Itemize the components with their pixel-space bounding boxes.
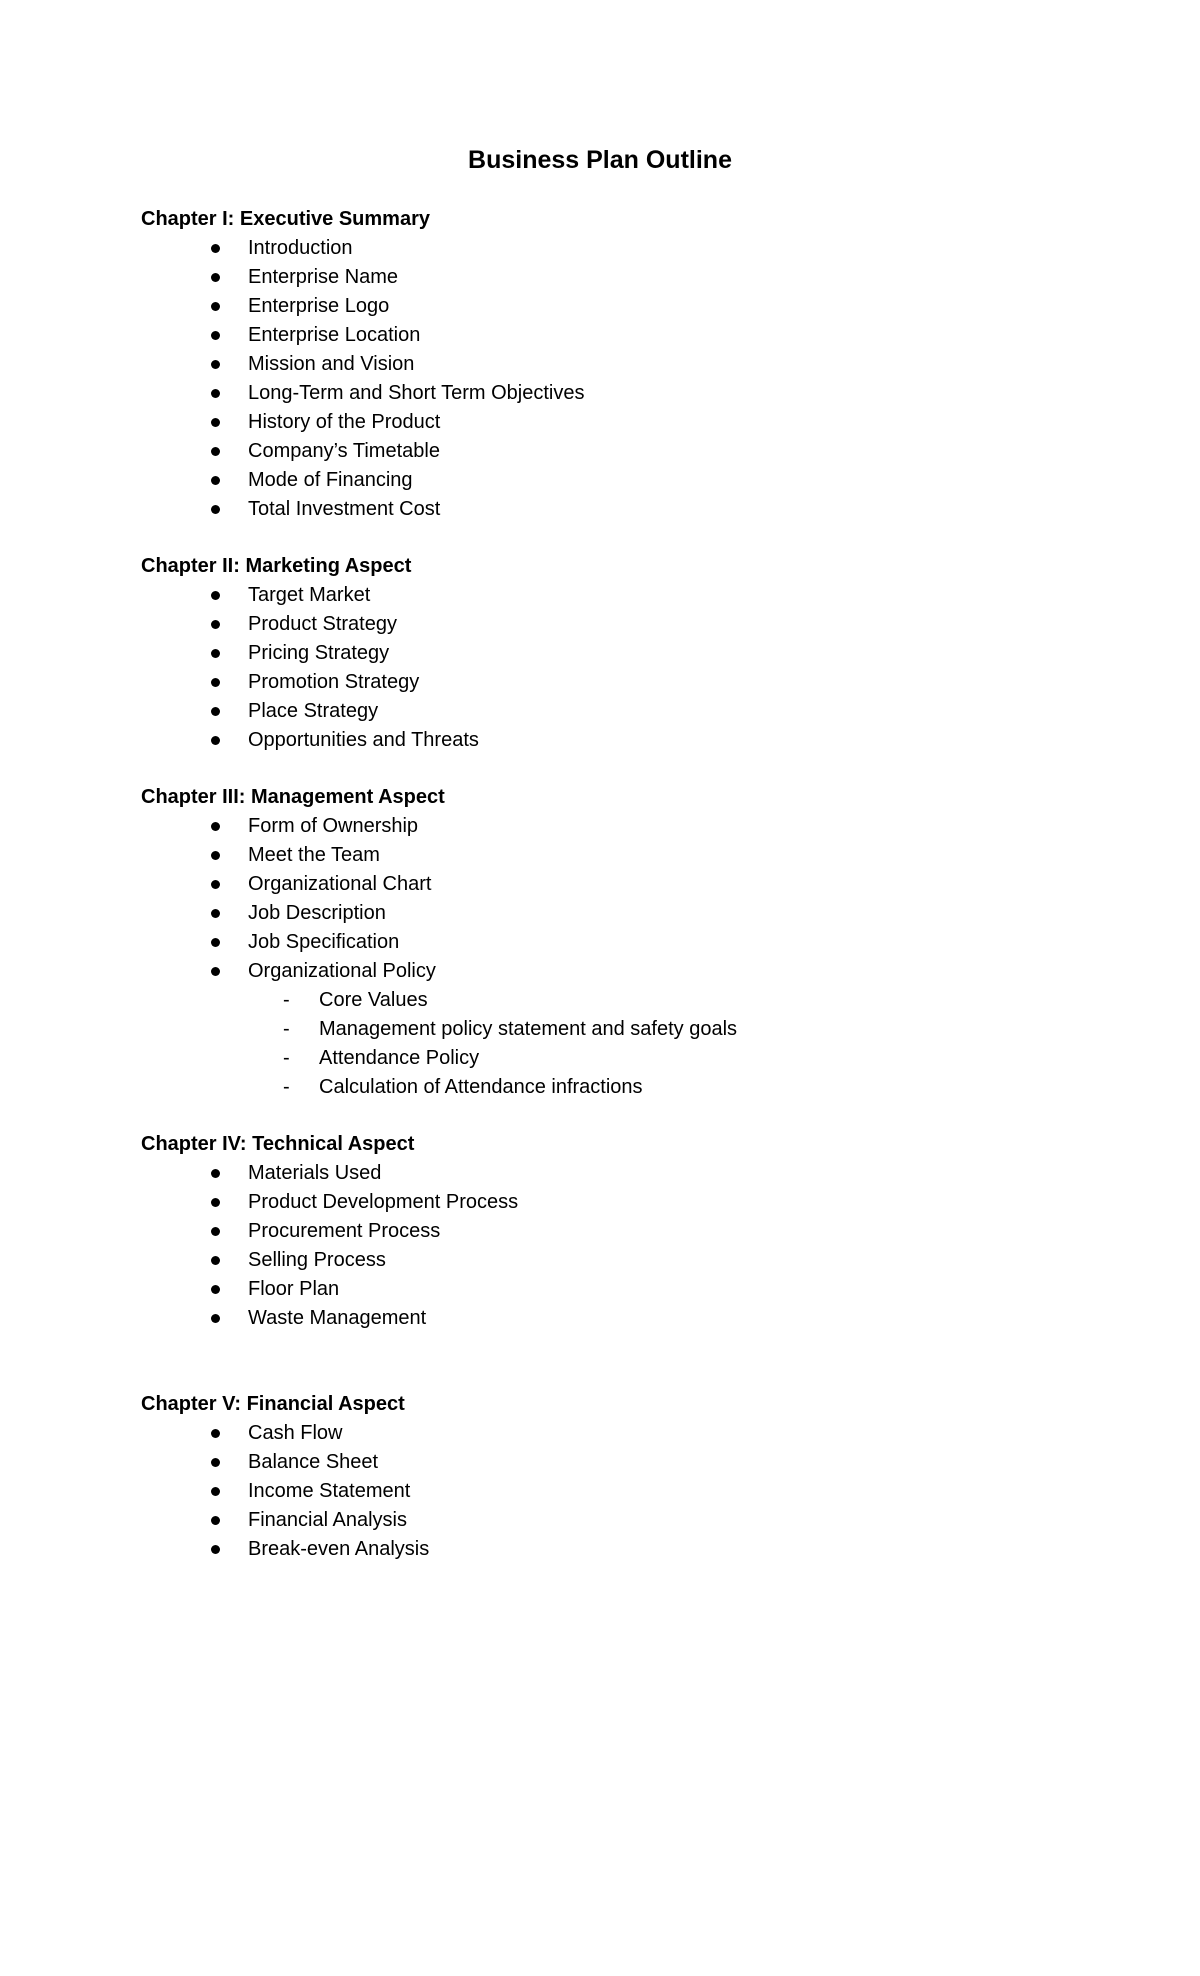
chapter-executive-summary [141,205,1141,524]
chapter-technical-aspect [141,1130,1141,1333]
chapter-heading: Chapter I: Executive Summary [141,208,430,230]
bullet-icon [211,1169,220,1178]
bullet-icon [211,244,220,253]
list-item-text: Cash Flow [248,1422,343,1444]
list-item [141,668,1141,697]
bullet-icon [211,1198,220,1207]
chapter-heading: Chapter V: Financial Aspect [141,1393,405,1415]
list-item-text: Long-Term and Short Term Objectives [248,382,585,404]
list-item-text: Job Specification [248,931,400,953]
bullet-icon [211,1285,220,1294]
list-item-text: Financial Analysis [248,1509,407,1531]
list-item [141,899,1141,928]
list-item-text: Product Strategy [248,613,397,635]
list-item-text: Meet the Team [248,844,380,866]
bullet-icon [211,938,220,947]
bullet-icon [211,1429,220,1438]
bullet-icon [211,880,220,889]
list-item [141,292,1141,321]
sub-list-item [141,1044,1141,1073]
list-item-text: Form of Ownership [248,815,419,837]
sub-list-item-text: Attendance Policy [319,1047,480,1069]
chapter-marketing-aspect [141,552,1141,755]
dash-icon: - [283,989,290,1011]
list-item-text: History of the Product [248,411,441,433]
bullet-icon [211,736,220,745]
bullet-icon [211,505,220,514]
list-item [141,841,1141,870]
dash-icon: - [283,1076,290,1098]
bullet-icon [211,418,220,427]
bullet-icon [211,851,220,860]
chapter-heading: Chapter III: Management Aspect [141,786,445,808]
list-item-text: Break-even Analysis [248,1538,430,1560]
list-item-text: Target Market [248,584,371,606]
list-item [141,928,1141,957]
bullet-icon [211,1314,220,1323]
bullet-icon [211,649,220,658]
list-item [141,1535,1141,1564]
list-item [141,1477,1141,1506]
list-item [141,234,1141,263]
bullet-icon [211,1516,220,1525]
list-item-text: Materials Used [248,1162,382,1184]
list-item [141,1448,1141,1477]
list-item-text: Enterprise Logo [248,295,390,317]
list-item [141,408,1141,437]
list-item-text: Organizational Chart [248,873,432,895]
list-item [141,1246,1141,1275]
list-item [141,1188,1141,1217]
chapter-heading: Chapter II: Marketing Aspect [141,555,412,577]
list-item [141,379,1141,408]
list-item-text: Income Statement [248,1480,411,1502]
list-item [141,437,1141,466]
list-item [141,610,1141,639]
sub-list-item [141,986,1141,1015]
list-item-text: Floor Plan [248,1278,340,1300]
sub-list-item-text: Calculation of Attendance infractions [319,1076,643,1098]
bullet-icon [211,1256,220,1265]
bullet-icon [211,273,220,282]
list-item-text: Organizational Policy [248,960,436,982]
list-item [141,1419,1141,1448]
list-item-text: Place Strategy [248,700,379,722]
list-item-text: Total Investment Cost [248,498,441,520]
list-item-text: Pricing Strategy [248,642,390,664]
list-item-text: Company’s Timetable [248,440,440,462]
list-item [141,812,1141,841]
bullet-icon [211,1227,220,1236]
list-item-text: Opportunities and Threats [248,729,479,751]
bullet-icon [211,389,220,398]
bullet-icon [211,1545,220,1554]
list-item [141,581,1141,610]
bullet-icon [211,331,220,340]
list-item [141,321,1141,350]
bullet-icon [211,1487,220,1496]
list-item-text: Procurement Process [248,1220,441,1242]
bullet-icon [211,302,220,311]
bullet-icon [211,678,220,687]
list-item-text: Mission and Vision [248,353,415,375]
bullet-icon [211,620,220,629]
list-item [141,1304,1141,1333]
bullet-icon [211,1458,220,1467]
chapter-management-aspect [141,783,1141,1102]
list-item [141,1506,1141,1535]
list-item-text: Product Development Process [248,1191,519,1213]
list-item-text: Waste Management [248,1307,427,1329]
list-item [141,870,1141,899]
sub-list-item-text: Management policy statement and safety goals [319,1018,738,1040]
list-item-text: Job Description [248,902,386,924]
chapter-financial-aspect [141,1390,1141,1564]
list-item [141,466,1141,495]
list-item-text: Balance Sheet [248,1451,379,1473]
list-item [141,697,1141,726]
list-item [141,1275,1141,1304]
sub-list-item [141,1015,1141,1044]
bullet-icon [211,707,220,716]
bullet-icon [211,447,220,456]
bullet-icon [211,476,220,485]
dash-icon: - [283,1047,290,1069]
list-item-text: Enterprise Location [248,324,421,346]
list-item-text: Enterprise Name [248,266,399,288]
bullet-icon [211,591,220,600]
list-item [141,1159,1141,1188]
list-item-text: Selling Process [248,1249,386,1271]
chapter-heading: Chapter IV: Technical Aspect [141,1133,415,1155]
list-item [141,495,1141,524]
list-item [141,639,1141,668]
list-item-text: Promotion Strategy [248,671,420,693]
bullet-icon [211,822,220,831]
dash-icon: - [283,1018,290,1040]
sub-list-item-text: Core Values [319,989,428,1011]
list-item [141,350,1141,379]
bullet-icon [211,360,220,369]
list-item [141,263,1141,292]
bullet-icon [211,909,220,918]
list-item [141,726,1141,755]
list-item [141,1217,1141,1246]
list-item [141,957,1141,986]
bullet-icon [211,967,220,976]
list-item-text: Mode of Financing [248,469,413,491]
list-item-text: Introduction [248,237,353,259]
sub-list-item [141,1073,1141,1102]
document-title: Business Plan Outline [468,146,732,174]
